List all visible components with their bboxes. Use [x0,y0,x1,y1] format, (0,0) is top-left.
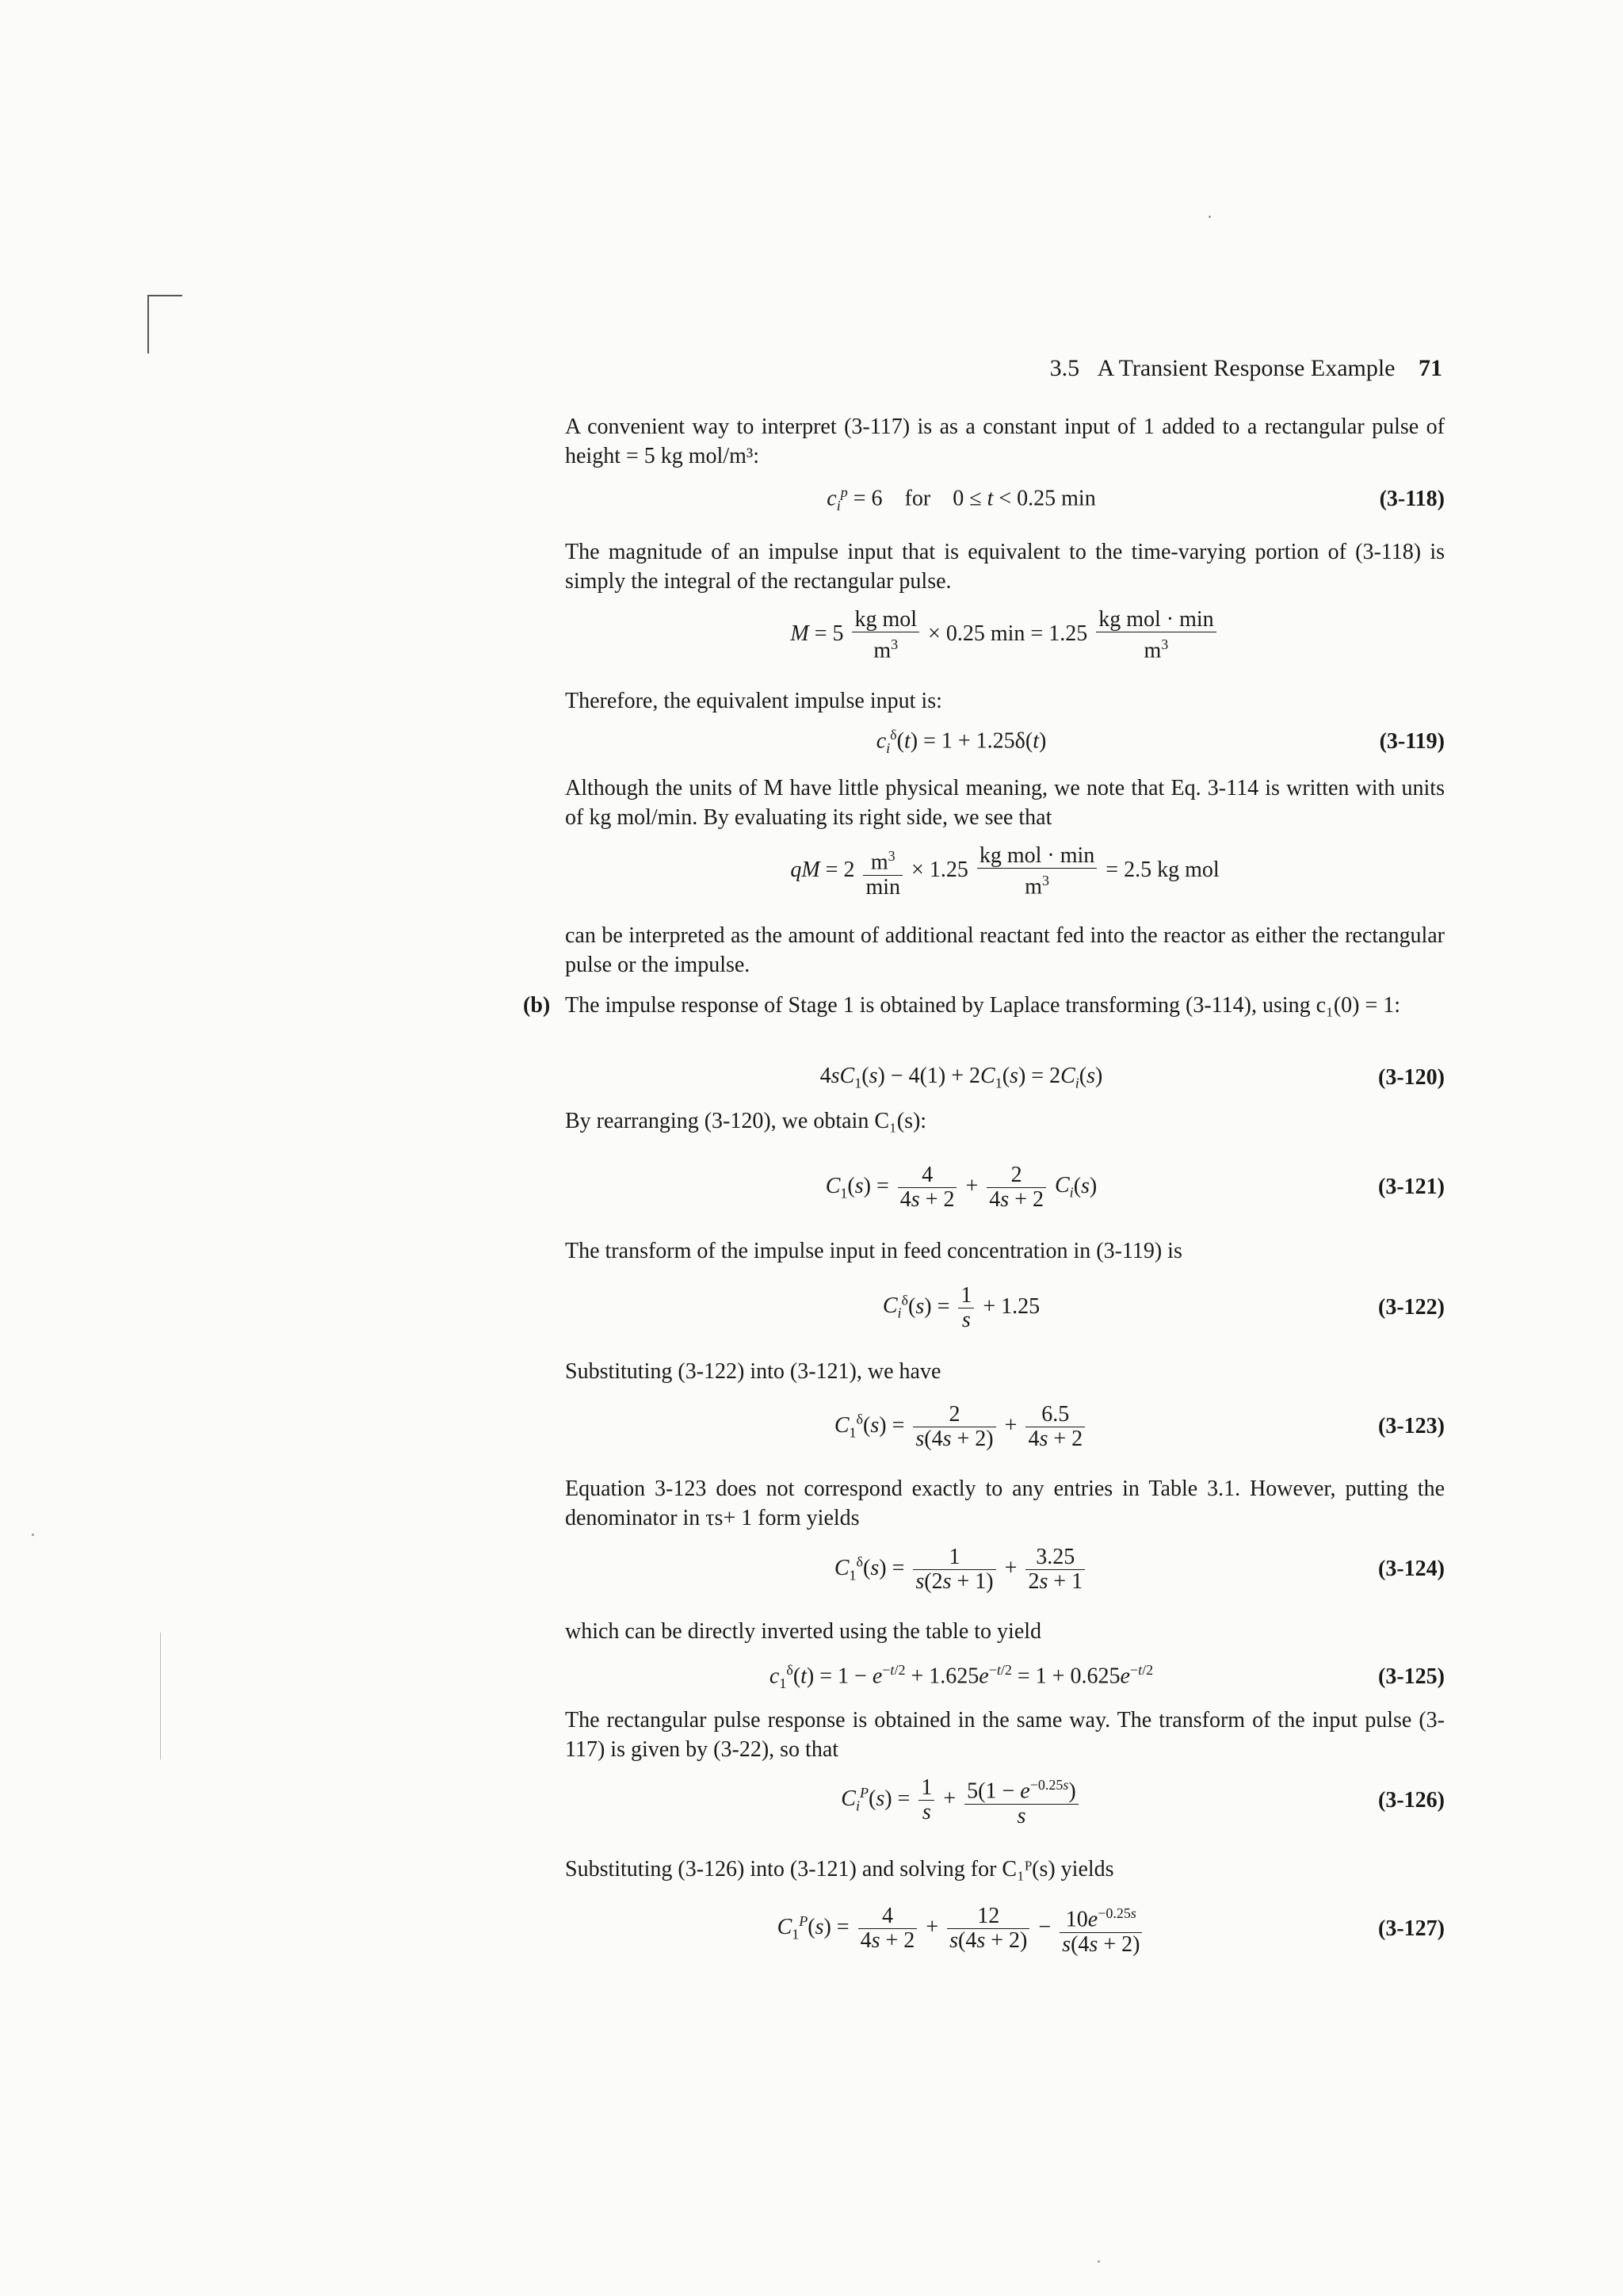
equation-number: (3-122) [1378,1295,1445,1320]
paragraph: The magnitude of an impulse input that is equivalent to the time-varying portion of (3-118) is simply the integral of the rectangular pulse. [565,540,1445,594]
paragraph-part-b [523,991,1445,1020]
equation-3-122 [565,1276,1445,1339]
equation-number: (3-123) [1378,1414,1445,1438]
paragraph: Therefore, the equivalent impulse input is: [565,689,942,713]
equation-number: (3-125) [1378,1664,1445,1689]
page-number: 71 [1419,355,1442,381]
equation-body: $c_i^p = 6$ for 0 ≤ t < 0.25 min [827,484,1096,514]
equation-body: $C_1^P(s)$ = $\frac{4}{4s + 2}$ + $\frac{12}{s(4s + 2)}$ − $\frac{10e^{-0.25s}}{s(4s + 2)}$ [565,1901,1358,1956]
equation-3-123 [565,1395,1445,1458]
paragraph: can be interpreted as the amount of additional reactant fed into the reactor as either the rectangular pulse or the impulse. [565,923,1445,977]
paragraph: Substituting (3-122) into (3-121), we have [565,1359,941,1384]
equation-body: $C_i^P(s)$ = $\frac{1}{s}$ + $\frac{5(1 - e^{-0.25s})}{s}$ [565,1773,1358,1828]
paragraph: Equation 3-123 does not correspond exactly to any entries in Table 3.1. However, putting the denominator in τs+ 1 form yields [565,1477,1445,1530]
paragraph: By rearranging (3-120), we obtain C₁(s): [565,1109,927,1133]
equation-body: $C_i^\delta(s)$ = $\frac{1}{s}$ + 1.25 [882,1282,1041,1332]
equation-body: $c_1^\delta(t) = 1 - e^{-t/2} + 1.625e^{-t/2} = 1 + 0.625e^{-t/2}$ [769,1662,1154,1691]
equation-3-121 [565,1156,1445,1219]
equation-3-127 [565,1897,1445,1961]
scan-artifact-line [160,1633,161,1759]
equation-body: qM = 2 $\frac{m^3}{\min}$ × 1.25 $\frac{\text{kg mol · min}}{m^3}$ = 2.5 kg mol [790,843,1220,900]
equation-body: $C_1(s)$ = $\frac{4}{4s + 2}$ + $\frac{2}{4s + 2}$ $C_i(s)$ [825,1162,1098,1212]
paragraph: which can be directly inverted using the table to yield [565,1619,1042,1644]
equation-impulse-magnitude [565,604,1445,667]
equation-number: (3-120) [1378,1065,1445,1090]
equation-number: (3-127) [1378,1916,1445,1941]
equation-3-120 [565,1054,1445,1102]
equation-3-124 [565,1538,1445,1601]
paragraph: Substituting (3-126) into (3-121) and solving for C₁ᴾ(s) yields [565,1857,1114,1881]
equation-number: (3-126) [1378,1788,1445,1813]
scan-speck [1098,2260,1100,2263]
equation-body: M = 5 $\frac{\text{kg mol}}{m^3}$ × 0.25 min = 1.25 $\frac{\text{kg mol · min}}{m^3}$ [565,608,1445,663]
paragraph: A convenient way to interpret (3-117) is as a constant input of 1 added to a rectangular pulse of height = 5 kg mol/m³: [565,415,1445,468]
paragraph: Although the units of M have little physical meaning, we note that Eq. 3-114 is written with units of kg mol/min. By evaluating its right side, we see that [565,776,1445,830]
equation-body: $c_i^\delta(t) = 1 + 1.25\delta(t)$ [876,727,1047,756]
equation-body: $4sC_1(s) - 4(1) + 2C_1(s) = 2C_i(s)$ [819,1064,1103,1091]
part-label: (b) [523,993,551,1018]
section-title: A Transient Response Example [1097,355,1396,381]
paragraph-text: The impulse response of Stage 1 is obtained by Laplace transforming (3-114), using c₁(0) = 1: [565,993,1401,1018]
equation-3-118 [565,476,1445,523]
section-number: 3.5 [1049,355,1080,381]
equation-qM [565,840,1445,904]
equation-body: $C_1^\delta(s)$ = $\frac{1}{s(2s + 1)}$ + $\frac{3.25}{2s + 1}$ [565,1545,1358,1594]
paragraph: The rectangular pulse response is obtained in the same way. The transform of the input pulse (3-117) is given by (3-22), so that [565,1708,1445,1762]
paragraph: The transform of the impulse input in feed concentration in (3-119) is [565,1239,1182,1263]
equation-number: (3-118) [1379,487,1445,511]
crop-mark [147,295,182,353]
equation-3-125 [565,1653,1445,1701]
equation-body: $C_1^\delta(s)$ = $\frac{2}{s(4s + 2)}$ + $\frac{6.5}{4s + 2}$ [565,1403,1358,1451]
equation-number: (3-119) [1379,729,1445,754]
equation-3-126 [565,1769,1445,1832]
equation-number: (3-121) [1378,1175,1445,1199]
scan-speck [1209,216,1211,218]
running-head [872,355,1442,382]
equation-number: (3-124) [1378,1557,1445,1581]
equation-3-119 [565,718,1445,766]
scan-speck [32,1534,34,1536]
